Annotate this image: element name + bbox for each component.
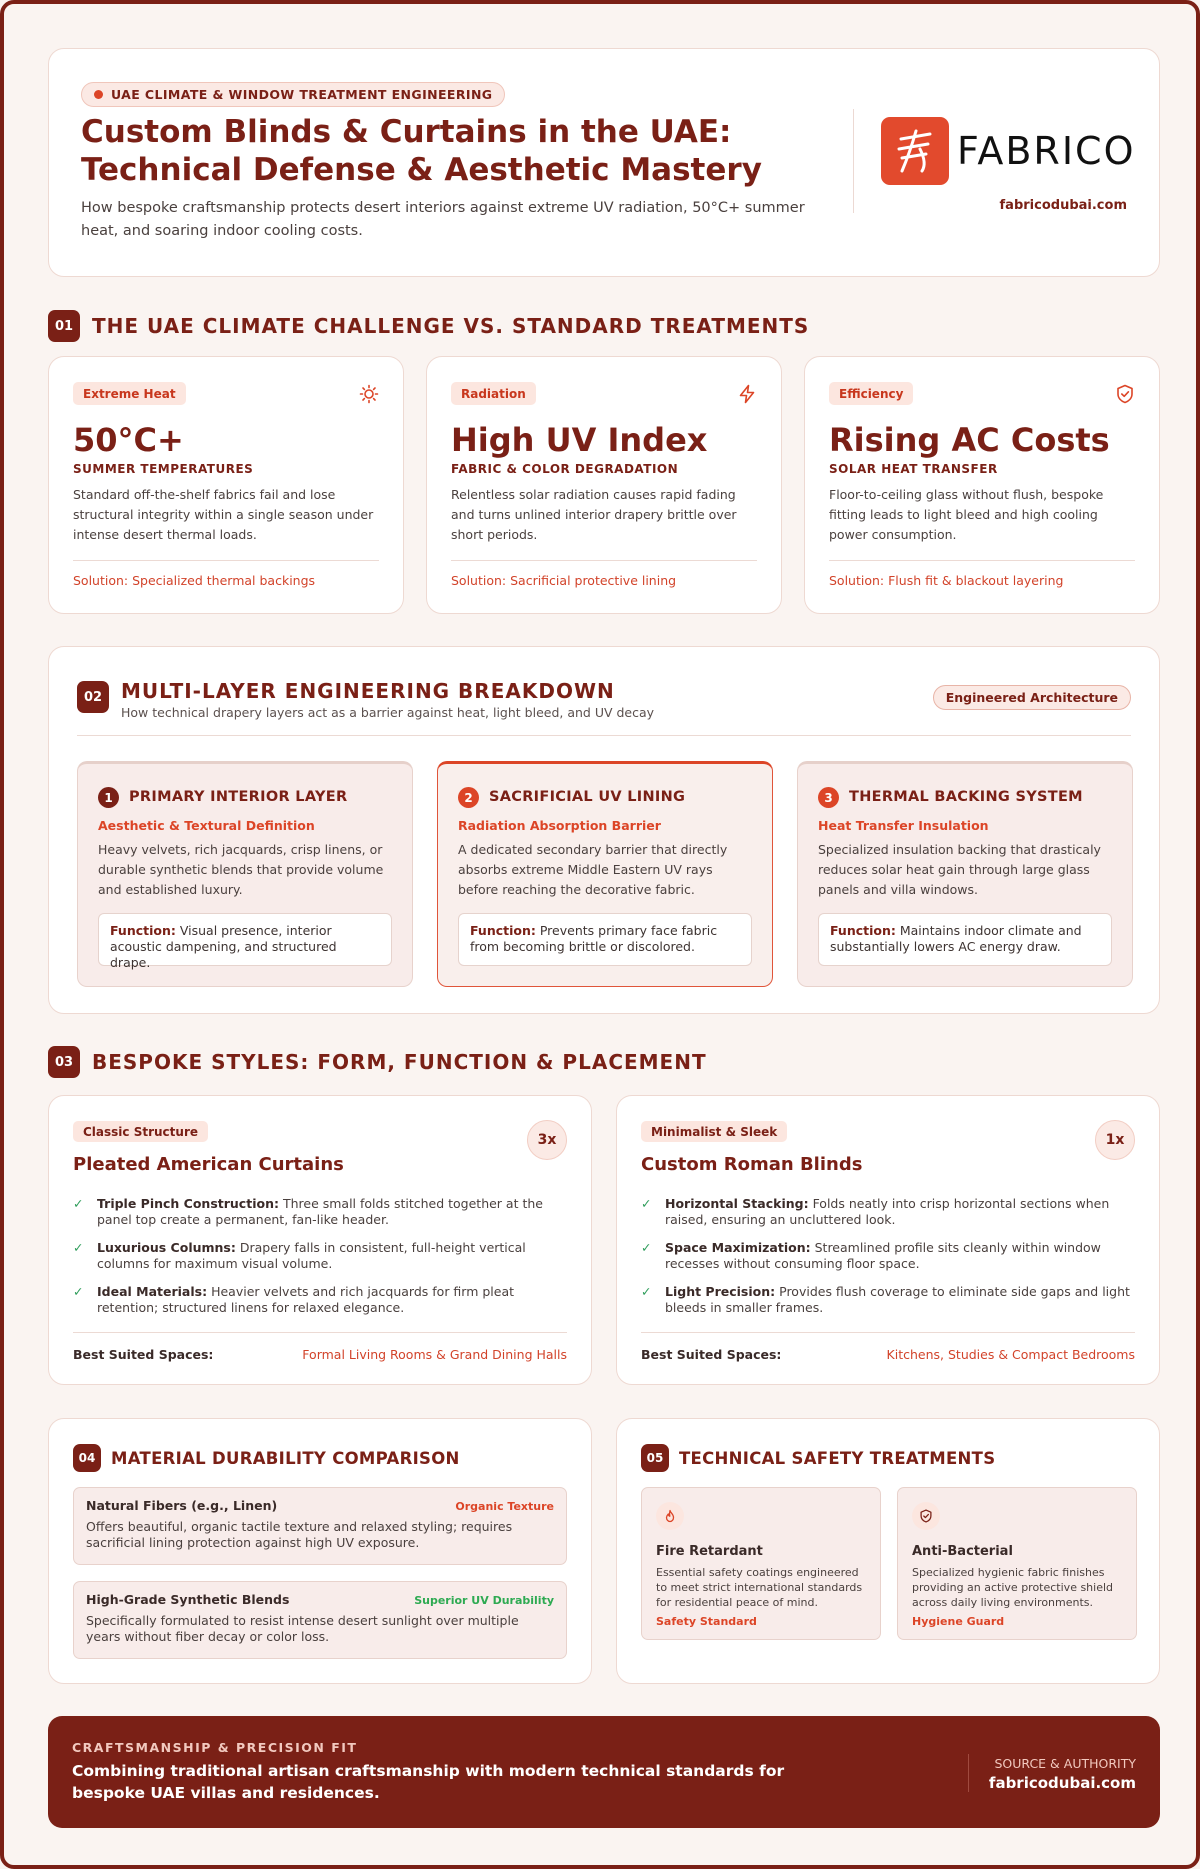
layer-function-box: [818, 913, 1112, 966]
footer-url-link[interactable]: fabricodubai.com: [988, 1774, 1136, 1792]
layer-card-primary: [77, 761, 413, 987]
check-icon: ✓: [73, 1284, 84, 1299]
layer-subtitle: Heat Transfer Insulation: [818, 818, 989, 833]
kicker-dot-icon: [94, 90, 103, 99]
style-card-roman-blinds: [616, 1095, 1160, 1385]
list-item: [641, 1284, 1137, 1316]
material-durability-card: [48, 1418, 592, 1684]
best-suited-spaces: Kitchens, Studies & Compact Bedrooms: [886, 1347, 1135, 1362]
check-icon: ✓: [73, 1240, 84, 1255]
section-number-badge: 05: [641, 1444, 669, 1472]
layer-title: THERMAL BACKING SYSTEM: [849, 789, 1083, 805]
feature-text: Provides flush coverage to eliminate side gaps and light bleeds in smaller frames.: [665, 1284, 1130, 1315]
section-number-badge: 04: [73, 1444, 101, 1472]
page-subtitle: How bespoke craftsmanship protects desert interiors against extreme UV radiation, 50°C+ summer heat, and soaring indoor cooling costs.: [81, 200, 805, 239]
feature-name: Horizontal Stacking:: [665, 1196, 809, 1211]
style-divider: [641, 1332, 1135, 1333]
treatment-description: Essential safety coatings engineered to meet strict international standards for residential peace of mind.: [656, 1566, 863, 1609]
treatment-anti-bacterial: [897, 1487, 1137, 1640]
style-tag: Minimalist & Sleek: [641, 1121, 787, 1142]
header-kicker-pill: [81, 82, 505, 107]
architecture-badge: Engineered Architecture: [933, 685, 1131, 710]
footer-text: Combining traditional artisan craftsmanship with modern technical standards for bespoke UAE villas and residences.: [72, 1762, 785, 1802]
page-title: Custom Blinds & Curtains in the UAE: Technical Defense & Aesthetic Mastery: [81, 114, 762, 188]
climate-card-radiation: [426, 356, 782, 614]
treatment-description: Specialized hygienic fabric finishes providing an active protective shield across daily living environments.: [912, 1566, 1114, 1609]
flame-glyph-icon: [663, 1509, 677, 1523]
layer-subtitle: Aesthetic & Textural Definition: [98, 818, 315, 833]
card-caption: SUMMER TEMPERATURES: [73, 462, 254, 476]
header-kicker: UAE CLIMATE & WINDOW TREATMENT ENGINEERING: [111, 87, 493, 102]
layer-subtitle: Radiation Absorption Barrier: [458, 818, 661, 833]
card-caption: SOLAR HEAT TRANSFER: [829, 462, 998, 476]
material-tag: Superior UV Durability: [414, 1594, 554, 1607]
climate-card-efficiency: [804, 356, 1160, 614]
material-description: Offers beautiful, organic tactile texture and relaxed styling; requires sacrificial lining protection against high UV exposure.: [86, 1519, 513, 1550]
section-title: MATERIAL DURABILITY COMPARISON: [111, 1448, 460, 1468]
card-tag: Extreme Heat: [73, 382, 186, 405]
check-icon: ✓: [641, 1240, 652, 1255]
lightning-icon: [737, 384, 757, 404]
style-count-badge: 1x: [1095, 1120, 1135, 1160]
material-description: Specifically formulated to resist intense desert sunlight over multiple years without fiber decay or color loss.: [86, 1613, 519, 1644]
list-item: [73, 1196, 569, 1228]
section1-heading: [48, 310, 809, 342]
feature-name: Light Precision:: [665, 1284, 776, 1299]
footer-kicker: CRAFTSMANSHIP & PRECISION FIT: [72, 1740, 358, 1755]
function-label: Function:: [830, 923, 896, 938]
section-number-badge: 02: [77, 681, 109, 713]
layer-description: A dedicated secondary barrier that directly absorbs extreme Middle Eastern UV rays before reaching the decorative fabric.: [458, 842, 728, 897]
sun-icon: [359, 384, 379, 404]
card-divider: [829, 560, 1135, 561]
card-solution: Solution: Flush fit & blackout layering: [829, 573, 1064, 588]
layer-function-box: [98, 913, 392, 970]
layer-function: Visual presence, interior acoustic dampening, and structured drape.: [110, 923, 337, 970]
best-suited-label: Best Suited Spaces:: [73, 1347, 214, 1362]
function-label: Function:: [470, 923, 536, 938]
feature-text: Heavier velvets and rich jacquards for firm pleat retention; structured linens for relaxed elegance.: [97, 1284, 515, 1315]
logo-text: FABRICO: [957, 129, 1136, 173]
layer-number: 2: [458, 787, 479, 808]
section3-heading: [48, 1046, 707, 1078]
feature-name: Triple Pinch Construction:: [97, 1196, 279, 1211]
layer-number: 3: [818, 787, 839, 808]
card-value: High UV Index: [451, 421, 708, 459]
treatment-fire-retardant: [641, 1487, 881, 1640]
layer-title: SACRIFICIAL UV LINING: [489, 789, 686, 805]
feature-text: Drapery falls in consistent, full-height vertical columns for maximum visual volume.: [97, 1240, 526, 1271]
style-title: Custom Roman Blinds: [641, 1154, 863, 1175]
feature-list: [73, 1196, 569, 1328]
footer-divider: [968, 1754, 969, 1792]
material-natural-fibers: [73, 1487, 567, 1565]
function-label: Function:: [110, 923, 176, 938]
style-title: Pleated American Curtains: [73, 1154, 344, 1175]
list-item: [641, 1196, 1137, 1228]
treatment-title: Anti-Bacterial: [912, 1544, 1013, 1559]
check-icon: ✓: [641, 1284, 652, 1299]
layer-function-box: [458, 913, 752, 966]
list-item: [73, 1240, 569, 1272]
style-tag: Classic Structure: [73, 1121, 208, 1142]
best-suited-label: Best Suited Spaces:: [641, 1347, 782, 1362]
card-value: Rising AC Costs: [829, 421, 1110, 459]
style-card-pleated-curtains: [48, 1095, 592, 1385]
card-divider: [73, 560, 379, 561]
section-title: BESPOKE STYLES: FORM, FUNCTION & PLACEMENT: [92, 1050, 707, 1074]
engineering-breakdown-card: [48, 646, 1160, 1014]
feature-list: [641, 1196, 1137, 1328]
feature-text: Streamlined profile sits cleanly within window recesses without consuming floor space.: [665, 1240, 1101, 1271]
material-name: Natural Fibers (e.g., Linen): [86, 1498, 278, 1513]
layer-description: Heavy velvets, rich jacquards, crisp linens, or durable synthetic blends that provide volume and established luxury.: [98, 842, 384, 897]
list-item: [641, 1240, 1137, 1272]
card-divider: [451, 560, 757, 561]
material-synthetic-blends: [73, 1581, 567, 1659]
shield-glyph-icon: [919, 1509, 933, 1523]
feature-text: Three small folds stitched together at the panel top create a permanent, fan-like header.: [97, 1196, 543, 1227]
section-title: TECHNICAL SAFETY TREATMENTS: [679, 1448, 996, 1468]
layer-function: Prevents primary face fabric from becoming brittle or discolored.: [470, 923, 718, 954]
header-url-link[interactable]: fabricodubai.com: [999, 198, 1127, 213]
style-divider: [73, 1332, 567, 1333]
style-count-badge: 3x: [527, 1120, 567, 1160]
feature-name: Space Maximization:: [665, 1240, 811, 1255]
layer-description: Specialized insulation backing that drasticaly reduces solar heat gain through large glass panels and villa windows.: [818, 842, 1101, 897]
card-value: 50°C+: [73, 421, 184, 459]
footer-banner: [48, 1716, 1160, 1828]
card-description: Floor-to-ceiling glass without flush, bespoke fitting leads to light bleed and high cooling power consumption.: [829, 487, 1104, 542]
logo-glyph-icon: [892, 125, 938, 177]
section-title: MULTI-LAYER ENGINEERING BREAKDOWN: [121, 679, 615, 703]
header-card: [48, 48, 1160, 277]
card-solution: Solution: Sacrificial protective lining: [451, 573, 677, 588]
header-divider: [853, 109, 854, 213]
best-suited-spaces: Formal Living Rooms & Grand Dining Halls: [302, 1347, 567, 1362]
card-solution: Solution: Specialized thermal backings: [73, 573, 316, 588]
section-title: THE UAE CLIMATE CHALLENGE VS. STANDARD TREATMENTS: [92, 314, 810, 338]
card-tag: Efficiency: [829, 382, 913, 405]
section-number-badge: 01: [48, 310, 80, 342]
climate-card-heat: [48, 356, 404, 614]
section-subtitle: How technical drapery layers act as a barrier against heat, light bleed, and UV decay: [121, 705, 655, 720]
material-name: High-Grade Synthetic Blends: [86, 1592, 290, 1607]
layer-card-thermal: [797, 761, 1133, 987]
footer-source-label: SOURCE & AUTHORITY: [994, 1756, 1136, 1771]
material-tag: Organic Texture: [455, 1500, 554, 1513]
layer-number: 1: [98, 787, 119, 808]
section-divider: [77, 735, 1131, 736]
section4-heading: [73, 1444, 460, 1472]
layer-function: Maintains indoor climate and substantially lowers AC energy draw.: [830, 923, 1082, 954]
layer-title: PRIMARY INTERIOR LAYER: [129, 789, 348, 805]
treatment-tag: Hygiene Guard: [912, 1615, 1005, 1628]
card-tag: Radiation: [451, 382, 536, 405]
card-caption: FABRIC & COLOR DEGRADATION: [451, 462, 679, 476]
card-description: Standard off-the-shelf fabrics fail and lose structural integrity within a single season under intense desert thermal loads.: [73, 487, 374, 542]
feature-name: Luxurious Columns:: [97, 1240, 236, 1255]
shield-check-icon: [912, 1502, 940, 1530]
check-icon: ✓: [641, 1196, 652, 1211]
check-icon: ✓: [73, 1196, 84, 1211]
card-description: Relentless solar radiation causes rapid fading and turns unlined interior drapery brittle over short periods.: [451, 487, 737, 542]
feature-name: Ideal Materials:: [97, 1284, 208, 1299]
section5-heading: [641, 1444, 995, 1472]
fabrico-logo-mark-icon: [881, 117, 949, 185]
feature-text: Folds neatly into crisp horizontal sections when raised, ensuring an uncluttered look.: [665, 1196, 1110, 1227]
treatment-title: Fire Retardant: [656, 1544, 763, 1559]
layer-card-uv-lining: [437, 761, 773, 987]
section-number-badge: 03: [48, 1046, 80, 1078]
treatment-tag: Safety Standard: [656, 1615, 757, 1628]
fabrico-logo: [881, 117, 1136, 185]
safety-treatments-card: [616, 1418, 1160, 1684]
shield-check-icon: [1115, 384, 1135, 404]
flame-icon: [656, 1502, 684, 1530]
list-item: [73, 1284, 569, 1316]
